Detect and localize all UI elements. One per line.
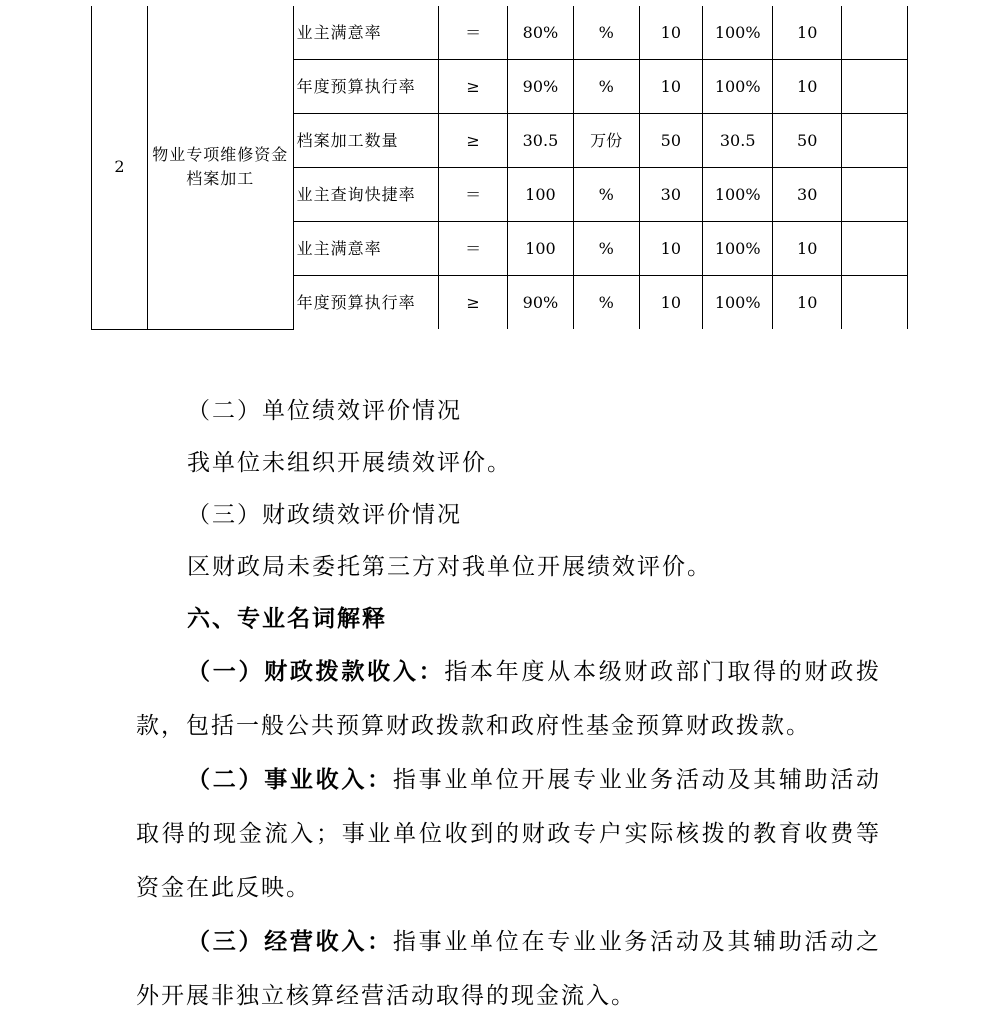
indicator-cell: 业主查询快捷率 bbox=[293, 168, 439, 222]
actual-cell: 100% bbox=[703, 6, 773, 60]
actual-cell: 100% bbox=[703, 276, 773, 330]
unit-cell: % bbox=[573, 168, 639, 222]
target-cell: 100 bbox=[508, 168, 574, 222]
operator-cell: ＝ bbox=[439, 6, 508, 60]
weight-cell: 10 bbox=[639, 276, 703, 330]
weight-cell: 50 bbox=[639, 114, 703, 168]
indicator-cell: 年度预算执行率 bbox=[293, 276, 439, 330]
term-paragraph bbox=[136, 753, 881, 915]
term-definition: 指事业单位在专业业务活动及其辅助活动之外开展非独立核算经营活动取得的现金流入。 bbox=[136, 929, 882, 1009]
term-paragraph bbox=[136, 645, 881, 753]
note-cell bbox=[842, 60, 908, 114]
operator-cell: ≥ bbox=[439, 276, 508, 330]
note-cell bbox=[842, 114, 908, 168]
project-name-cell: 物业专项维修资金档案加工 bbox=[148, 6, 294, 329]
fiscal-eval-text: 区财政局未委托第三方对我单位开展绩效评价。 bbox=[187, 554, 712, 580]
term-definition: 指本年度从本级财政部门取得的财政拨款，包括一般公共预算财政拨款和政府性基金预算财政拨款。 bbox=[136, 659, 882, 739]
actual-cell: 100% bbox=[703, 222, 773, 276]
unit-eval-text: 我单位未组织开展绩效评价。 bbox=[187, 450, 512, 476]
indicator-cell: 年度预算执行率 bbox=[293, 60, 439, 114]
note-cell bbox=[842, 168, 908, 222]
actual-cell: 100% bbox=[703, 60, 773, 114]
score-cell: 50 bbox=[773, 114, 842, 168]
document-body bbox=[136, 385, 881, 1023]
operator-cell: ≥ bbox=[439, 114, 508, 168]
weight-cell: 10 bbox=[639, 222, 703, 276]
target-cell: 80% bbox=[508, 6, 574, 60]
unit-cell: % bbox=[573, 6, 639, 60]
score-cell: 10 bbox=[773, 60, 842, 114]
indicator-cell: 业主满意率 bbox=[293, 6, 439, 60]
performance-table bbox=[91, 6, 908, 330]
weight-cell: 10 bbox=[639, 60, 703, 114]
target-cell: 30.5 bbox=[508, 114, 574, 168]
group-number-cell: 2 bbox=[92, 6, 148, 329]
actual-cell: 30.5 bbox=[703, 114, 773, 168]
score-cell: 30 bbox=[773, 168, 842, 222]
term-definition: 指事业单位开展专业业务活动及其辅助活动取得的现金流入；事业单位收到的财政专户实际核拨的教育收费等资金在此反映。 bbox=[136, 767, 882, 901]
score-cell: 10 bbox=[773, 222, 842, 276]
weight-cell: 10 bbox=[639, 6, 703, 60]
term-label: （二）事业收入： bbox=[187, 766, 393, 793]
weight-cell: 30 bbox=[639, 168, 703, 222]
target-cell: 90% bbox=[508, 60, 574, 114]
term-paragraph bbox=[136, 915, 881, 1023]
unit-cell: 万份 bbox=[573, 114, 639, 168]
terms-section-heading: 六、专业名词解释 bbox=[187, 605, 387, 632]
score-cell: 10 bbox=[773, 276, 842, 330]
unit-cell: % bbox=[573, 222, 639, 276]
table-row bbox=[92, 6, 908, 60]
unit-cell: % bbox=[573, 60, 639, 114]
target-cell: 100 bbox=[508, 222, 574, 276]
operator-cell: ＝ bbox=[439, 168, 508, 222]
target-cell: 90% bbox=[508, 276, 574, 330]
note-cell bbox=[842, 276, 908, 330]
fiscal-eval-heading: （三）财政绩效评价情况 bbox=[187, 502, 462, 528]
term-label: （三）经营收入： bbox=[187, 928, 393, 955]
indicator-cell: 档案加工数量 bbox=[293, 114, 439, 168]
score-cell: 10 bbox=[773, 6, 842, 60]
operator-cell: ≥ bbox=[439, 60, 508, 114]
actual-cell: 100% bbox=[703, 168, 773, 222]
operator-cell: ＝ bbox=[439, 222, 508, 276]
term-label: （一）财政拨款收入： bbox=[187, 658, 445, 685]
note-cell bbox=[842, 6, 908, 60]
note-cell bbox=[842, 222, 908, 276]
indicator-cell: 业主满意率 bbox=[293, 222, 439, 276]
unit-eval-heading: （二）单位绩效评价情况 bbox=[187, 398, 462, 424]
unit-cell: % bbox=[573, 276, 639, 330]
